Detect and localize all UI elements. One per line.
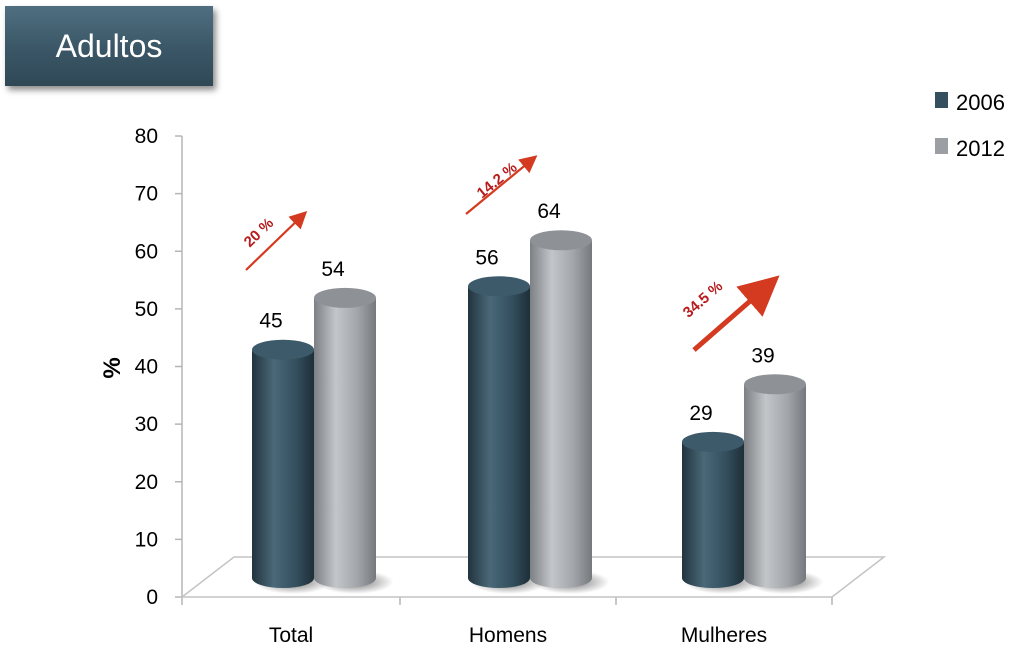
data-label: 39 (751, 344, 775, 368)
bar-top (682, 432, 744, 452)
bar-2006-total (252, 350, 314, 588)
legend-swatch (935, 138, 948, 154)
y-tick-label: 70 (134, 182, 158, 206)
change-label: 20 % (240, 214, 278, 251)
y-tick-label: 0 (146, 586, 158, 609)
data-label: 64 (537, 200, 561, 224)
y-axis-label: % (99, 357, 126, 379)
page-title: Adultos (55, 27, 163, 64)
bar-top (468, 276, 530, 296)
bar-top (530, 230, 592, 250)
legend-swatch (935, 92, 948, 108)
bar-2012-mulheres (744, 384, 806, 588)
legend-label: 2006 (956, 90, 1005, 115)
y-tick-label: 30 (134, 413, 158, 437)
bar-top (252, 340, 314, 360)
y-tick-label: 60 (134, 240, 158, 264)
bar-2012-homens (530, 240, 592, 588)
bars (252, 230, 823, 594)
x-tick-label: Homens (468, 624, 548, 647)
bar-2006-homens (468, 286, 530, 588)
y-tick-label: 20 (134, 470, 158, 494)
x-tick-label: Mulheres (680, 624, 768, 647)
legend-label: 2012 (956, 136, 1005, 161)
data-label: 56 (475, 246, 499, 270)
bar-2012-total (314, 298, 376, 588)
change-label: 34.5 % (679, 277, 727, 322)
data-label: 29 (689, 401, 713, 425)
bar-2006-mulheres (682, 442, 744, 588)
x-tick-label: Total (268, 624, 314, 647)
y-tick-label: 80 (134, 125, 158, 148)
legend (935, 90, 1005, 161)
change-label: 14.2 % (473, 159, 521, 202)
data-label: 45 (259, 309, 283, 333)
y-tick-label: 10 (134, 528, 158, 552)
bar-top (744, 374, 806, 394)
y-tick-label: 40 (134, 355, 158, 379)
data-label: 54 (321, 257, 345, 281)
y-tick-label: 50 (134, 297, 158, 321)
bar-top (314, 288, 376, 308)
